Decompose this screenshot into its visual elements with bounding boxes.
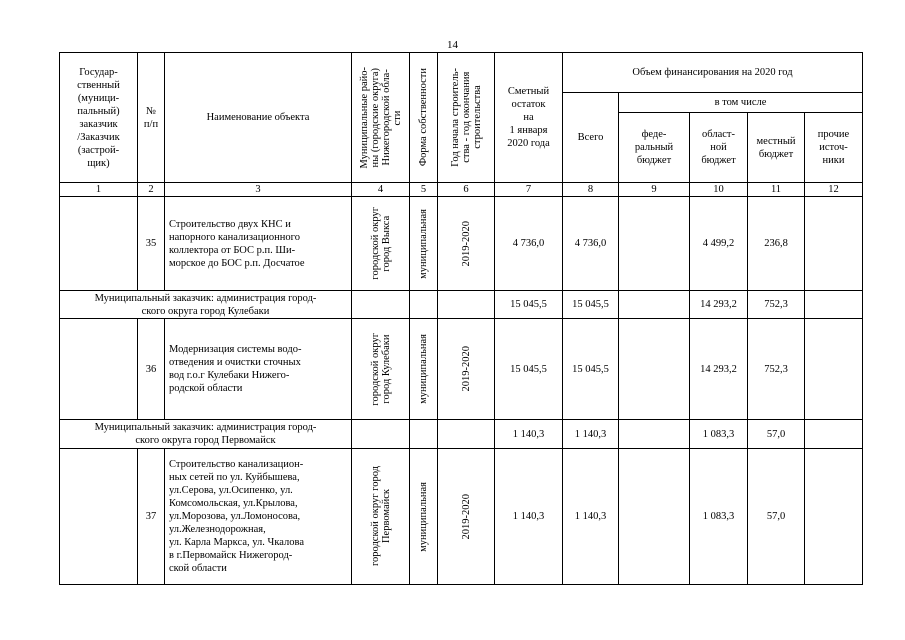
regional-value: 14 293,2 [690, 319, 748, 420]
table-row [60, 197, 863, 291]
column-number: 10 [690, 183, 748, 197]
header-other: прочие источ- ники [805, 113, 863, 183]
local-value: 752,3 [748, 319, 805, 420]
object-name: Модернизация системы водо- отведения и очистки сточных вод г.о.г Кулебаки Нижего- родской области [165, 319, 352, 420]
regional-value: 1 083,3 [690, 420, 748, 449]
empty-cell [438, 291, 495, 319]
regional-value: 14 293,2 [690, 291, 748, 319]
page-number: 14 [447, 39, 458, 51]
federal-value [619, 291, 690, 319]
column-number: 6 [438, 183, 495, 197]
federal-value [619, 449, 690, 585]
local-value: 57,0 [748, 449, 805, 585]
customer-cell [60, 197, 138, 291]
column-number: 5 [410, 183, 438, 197]
table-row [60, 319, 863, 420]
regional-value: 4 499,2 [690, 197, 748, 291]
header-customer: Государ- ственный (муници- пальный) заказчик /Заказчик (застрой- щик) [60, 53, 138, 183]
total-value: 15 045,5 [563, 291, 619, 319]
column-number: 7 [495, 183, 563, 197]
column-number: 4 [352, 183, 410, 197]
customer-cell [60, 449, 138, 585]
other-value [805, 319, 863, 420]
total-value: 1 140,3 [563, 420, 619, 449]
header-years: Год начала строитель- ства - год окончания строительства [438, 53, 495, 183]
column-number: 12 [805, 183, 863, 197]
local-value: 752,3 [748, 291, 805, 319]
total-value: 1 140,3 [563, 449, 619, 585]
regional-value: 1 083,3 [690, 449, 748, 585]
total-value: 15 045,5 [563, 319, 619, 420]
row-num: 35 [138, 197, 165, 291]
column-number: 11 [748, 183, 805, 197]
financing-table [59, 52, 863, 585]
customer-label: Муниципальный заказчик: администрация город- ского округа город Кулебаки [60, 291, 352, 319]
years-cell: 2019-2020 [438, 319, 495, 420]
header-ownership: Форма собственности [410, 53, 438, 183]
header-regional: област- ной бюджет [690, 113, 748, 183]
ownership-cell: муниципальная [410, 319, 438, 420]
column-numbers-row [60, 183, 863, 197]
empty-cell [410, 420, 438, 449]
empty-cell [410, 291, 438, 319]
customer-label: Муниципальный заказчик: администрация город- ского округа город Первомайск [60, 420, 352, 449]
empty-cell [438, 420, 495, 449]
column-number: 3 [165, 183, 352, 197]
estimate-value: 4 736,0 [495, 197, 563, 291]
other-value [805, 420, 863, 449]
estimate-value: 1 140,3 [495, 420, 563, 449]
federal-value [619, 197, 690, 291]
customer-row [60, 291, 863, 319]
customer-cell [60, 319, 138, 420]
object-name: Строительство канализацион- ных сетей по ул. Куйбышева, ул.Серова, ул.Осипенко, ул. Комсомольская, ул.Крылова, ул.Морозова, ул.Ломоносова, ул.Железнодорожная, ул. Карла Маркса, ул. Чкалова в г.Первомайск Нижегород- ской области [165, 449, 352, 585]
header-local: местный бюджет [748, 113, 805, 183]
district-cell: городской округ город Выкса [352, 197, 410, 291]
row-num: 36 [138, 319, 165, 420]
other-value [805, 291, 863, 319]
column-number: 2 [138, 183, 165, 197]
header-federal: феде- ральный бюджет [619, 113, 690, 183]
ownership-cell: муниципальная [410, 449, 438, 585]
header-funding: Объем финансирования на 2020 год [563, 53, 863, 93]
years-cell: 2019-2020 [438, 197, 495, 291]
row-num: 37 [138, 449, 165, 585]
header-object-name: Наименование объекта [165, 53, 352, 183]
empty-cell [352, 420, 410, 449]
years-cell: 2019-2020 [438, 449, 495, 585]
local-value: 236,8 [748, 197, 805, 291]
ownership-cell: муниципальная [410, 197, 438, 291]
estimate-value: 1 140,3 [495, 449, 563, 585]
column-number: 1 [60, 183, 138, 197]
estimate-value: 15 045,5 [495, 291, 563, 319]
header-num: № п/п [138, 53, 165, 183]
customer-row [60, 420, 863, 449]
empty-cell [352, 291, 410, 319]
district-cell: городской округ город Кулебаки [352, 319, 410, 420]
column-number: 9 [619, 183, 690, 197]
object-name: Строительство двух КНС и напорного канализационного коллектора от БОС р.п. Ши- морское до БОС р.п. Досчатое [165, 197, 352, 291]
other-value [805, 449, 863, 585]
header-including: в том числе [619, 93, 863, 113]
table-row [60, 449, 863, 585]
local-value: 57,0 [748, 420, 805, 449]
federal-value [619, 319, 690, 420]
header-district: Муниципальные райо- ны (городские округа) Нижегородской обла- сти [352, 53, 410, 183]
column-number: 8 [563, 183, 619, 197]
federal-value [619, 420, 690, 449]
district-cell: городской округ город Первомайск [352, 449, 410, 585]
estimate-value: 15 045,5 [495, 319, 563, 420]
header-estimate: Сметный остаток на 1 января 2020 года [495, 53, 563, 183]
other-value [805, 197, 863, 291]
header-total: Всего [563, 93, 619, 183]
total-value: 4 736,0 [563, 197, 619, 291]
